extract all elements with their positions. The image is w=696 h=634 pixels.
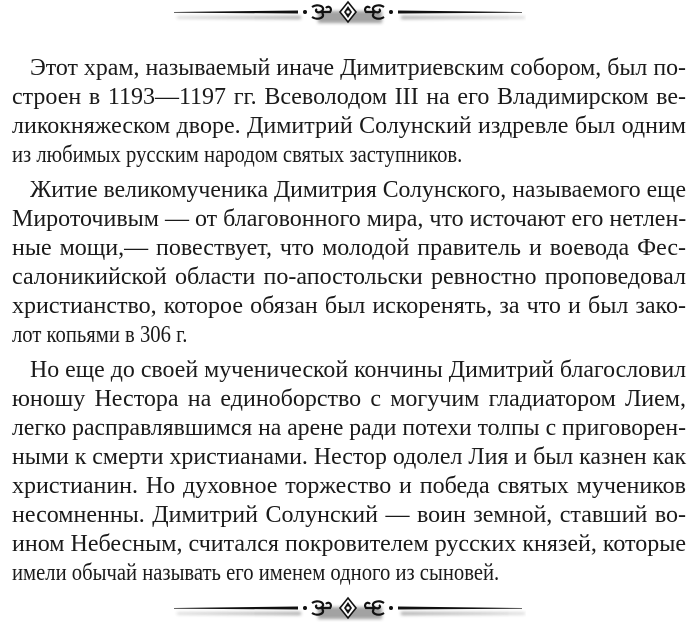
paragraph-2 <box>12 176 686 350</box>
document-body <box>12 54 686 594</box>
text-line: христианин. Но духовное торжество и победа святых мучеников <box>12 473 686 499</box>
text-line: Этот храм, называемый иначе Димитриевским собором, был по- <box>30 55 686 81</box>
text-line: легко расправлявшимся на арене ради потехи толпы с приговорен- <box>12 415 686 441</box>
text-line: ные мощи,— повествует, что молодой правитель и воевода Фес- <box>12 235 686 261</box>
floral-divider-icon <box>170 0 526 26</box>
text-line: Но еще до своей мученической кончины Димитрий благословил <box>30 357 686 383</box>
text-line: салоникийской области по-апостольски ревностно проповедовал <box>12 264 686 290</box>
paragraph-1 <box>12 54 686 170</box>
text-line: строен в 1193—1197 гг. Всеволодом III на его Владимирском ве- <box>12 84 686 110</box>
text-line: имели обычай называть его именем одного из сыновей. <box>12 560 500 586</box>
text-line: ными к смерти христианами. Нестор одолел Лия и был казнен как <box>12 444 687 470</box>
text-line: Мироточивым — от благовонного мира, что источают его нетлен- <box>12 206 687 232</box>
text-line: из любимых русским народом святых заступников. <box>12 142 463 168</box>
text-line: юношу Нестора на единоборство с могучим гладиатором Лием, <box>12 386 686 412</box>
text-line: Житие великомученика Димитрия Солунского, называемого еще <box>30 177 686 203</box>
paragraph-3 <box>12 356 686 588</box>
text-line: христианство, которое обязан был искоренять, за что и был зако- <box>12 293 686 319</box>
text-line: лот копьями в 306 г. <box>12 322 188 348</box>
text-line: несомненны. Димитрий Солунский — воин земной, ставший во- <box>12 502 686 528</box>
floral-divider-icon <box>170 596 526 622</box>
text-line: ликокняжеском дворе. Димитрий Солунский издревле был одним <box>12 113 686 139</box>
text-line: ином Небесным, считался покровителем русских князей, которые <box>12 531 686 557</box>
